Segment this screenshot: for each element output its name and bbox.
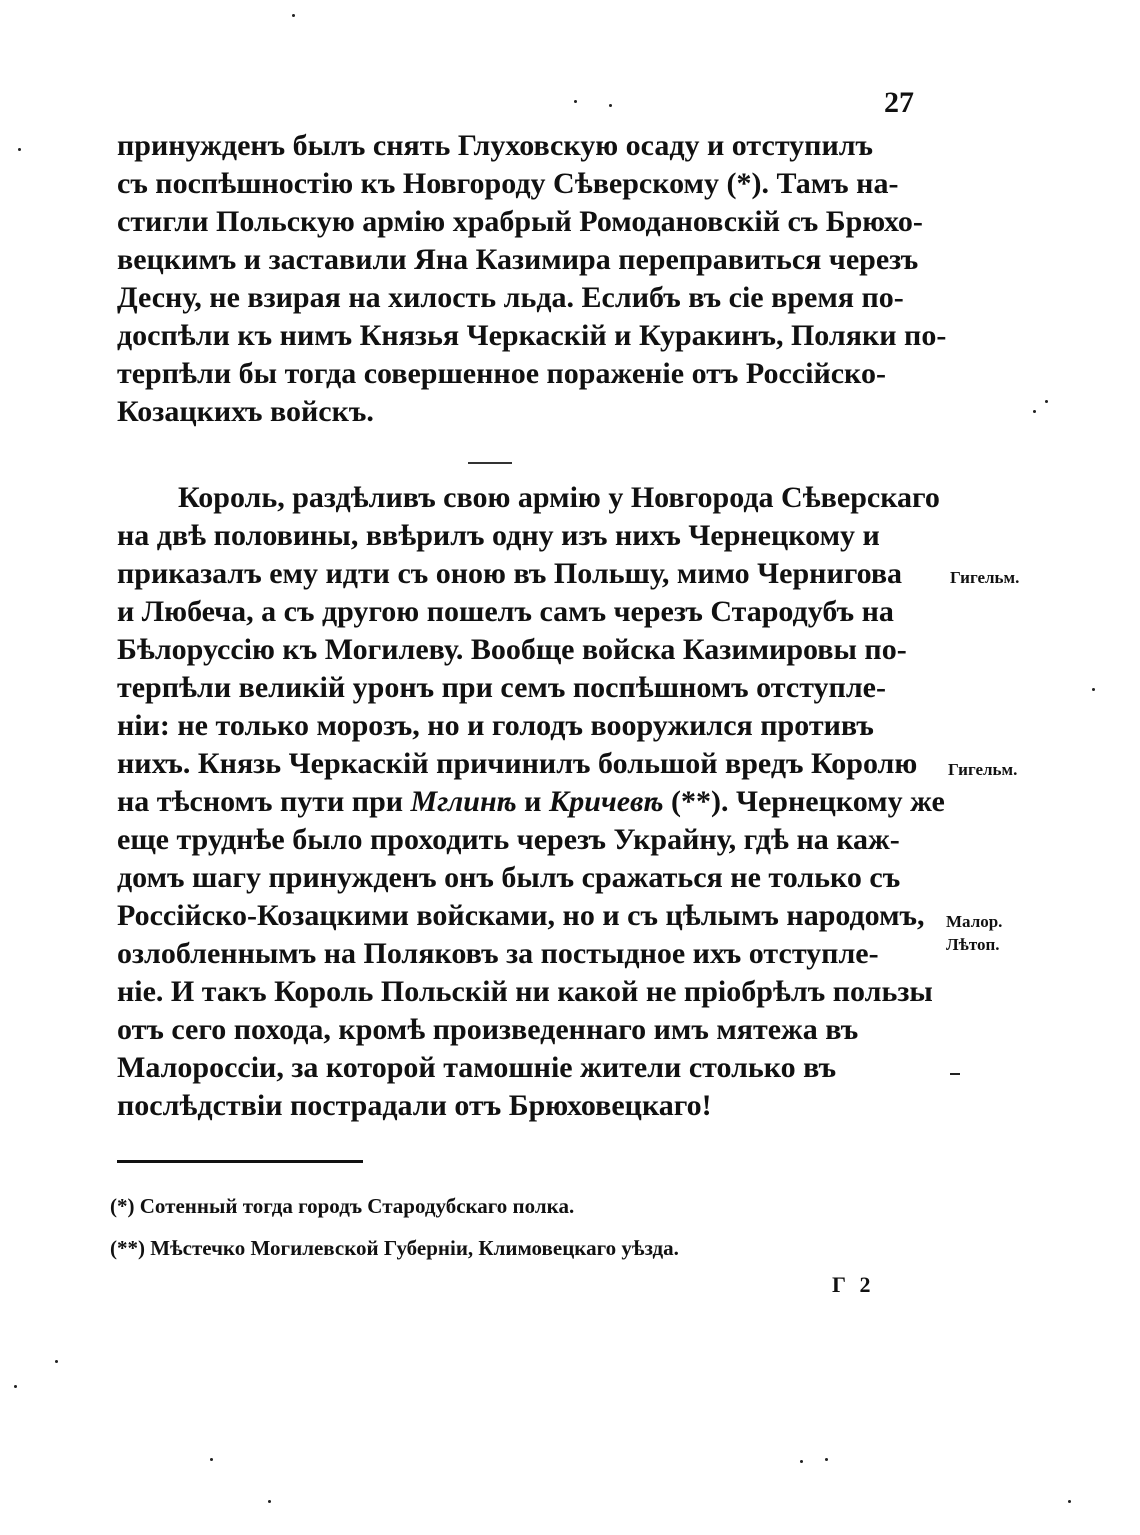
line-part: на тѣсномъ пути при	[117, 785, 411, 818]
footnote-2: (**) Мѣстечко Могилевской Губерніи, Климовецкаго уѣзда.	[110, 1236, 679, 1260]
margin-note-gigelm-2: Гигельм.	[948, 760, 1018, 779]
place-name-mglin: Мглинѣ	[410, 785, 517, 818]
page-number: 27	[884, 86, 914, 119]
scan-speck	[1033, 410, 1036, 413]
text-line: съ поспѣшностію къ Новгороду Сѣверскому (*). Тамъ на-	[117, 167, 899, 200]
text-line: послѣдствіи пострадали отъ Брюховецкаго!	[117, 1089, 712, 1122]
scan-speck	[574, 100, 577, 103]
scan-speck	[825, 1458, 828, 1461]
text-line: Десну, не взирая на хилость льда. Еслибъ въ сіе время по-	[117, 281, 904, 314]
section-separator	[468, 462, 512, 464]
scan-speck	[14, 1385, 17, 1388]
footnote-1: (*) Сотенный тогда городъ Стародубскаго полка.	[110, 1194, 575, 1218]
text-line-tesnom	[117, 784, 945, 820]
text-line: Малороссіи, за которой тамошніе жители столько въ	[117, 1051, 837, 1084]
text-line: ніе. И такъ Король Польскій ни какой не пріобрѣлъ пользы	[117, 975, 933, 1008]
scan-speck	[950, 1073, 960, 1075]
text-line: отъ сего похода, кромѣ произведеннаго имъ мятежа въ	[117, 1013, 859, 1046]
scan-speck	[800, 1460, 803, 1463]
scan-speck	[18, 148, 21, 151]
text-line: Козацкихъ войскъ.	[117, 395, 374, 428]
text-line: еще труднѣе было проходить черезъ Украйну, гдѣ на каж-	[117, 823, 900, 856]
line-part: и	[516, 785, 549, 818]
scan-speck	[609, 104, 612, 107]
scan-speck	[1068, 1500, 1071, 1503]
text-line: терпѣли бы тогда совершенное пораженіе отъ Россійско-	[117, 357, 886, 390]
scan-speck	[55, 1360, 58, 1363]
text-line: нихъ. Князь Черкаскій причинилъ большой вредъ Королю	[117, 747, 918, 780]
text-line: на двѣ половины, ввѣрилъ одну изъ нихъ Чернецкому и	[117, 519, 880, 552]
margin-note-malor: Малор.	[946, 912, 1003, 931]
text-line: доспѣли къ нимъ Князья Черкаскій и Куракинъ, Поляки по-	[117, 319, 947, 352]
margin-note-letop: Лѣтоп.	[946, 935, 1000, 954]
text-line: и Любеча, а съ другою пошелъ самъ черезъ Стародубъ на	[117, 595, 894, 628]
text-line: терпѣли великій уронъ при семъ поспѣшномъ отступле-	[117, 671, 886, 704]
place-name-krichev: Кричевѣ	[548, 785, 664, 818]
footnote-rule	[117, 1160, 363, 1163]
scan-speck	[210, 1458, 213, 1461]
text-line: озлобленнымъ на Поляковъ за постыдное ихъ отступле-	[117, 937, 879, 970]
text-line: принужденъ былъ снять Глуховскую осаду и отступилъ	[117, 129, 874, 162]
text-line: вецкимъ и заставили Яна Казимира переправиться черезъ	[117, 243, 919, 276]
text-line: приказалъ ему идти съ оною въ Польшу, мимо Чернигова	[117, 557, 903, 590]
scan-speck	[1092, 688, 1095, 691]
text-line: домъ шагу принужденъ онъ былъ сражаться не только съ	[117, 861, 901, 894]
text-line: Бѣлоруссію къ Могилеву. Вообще войска Казимировы по-	[117, 633, 907, 666]
text-line: Россійско-Козацкими войсками, но и съ цѣлымъ народомъ,	[117, 899, 925, 932]
scan-speck	[292, 14, 295, 17]
margin-note-gigelm-1: Гигельм.	[950, 568, 1020, 587]
text-line: Король, раздѣливъ свою армію у Новгорода Сѣверскаго	[178, 481, 940, 514]
signature-mark: Г 2	[832, 1272, 875, 1297]
scan-speck	[268, 1500, 271, 1503]
text-line: ніи: не только морозъ, но и голодъ вооружился противъ	[117, 709, 874, 742]
line-part: (**). Чернецкому же	[663, 785, 945, 818]
scan-speck	[1045, 400, 1048, 403]
text-line: стигли Польскую армію храбрый Ромодановскій съ Брюхо-	[117, 205, 923, 238]
